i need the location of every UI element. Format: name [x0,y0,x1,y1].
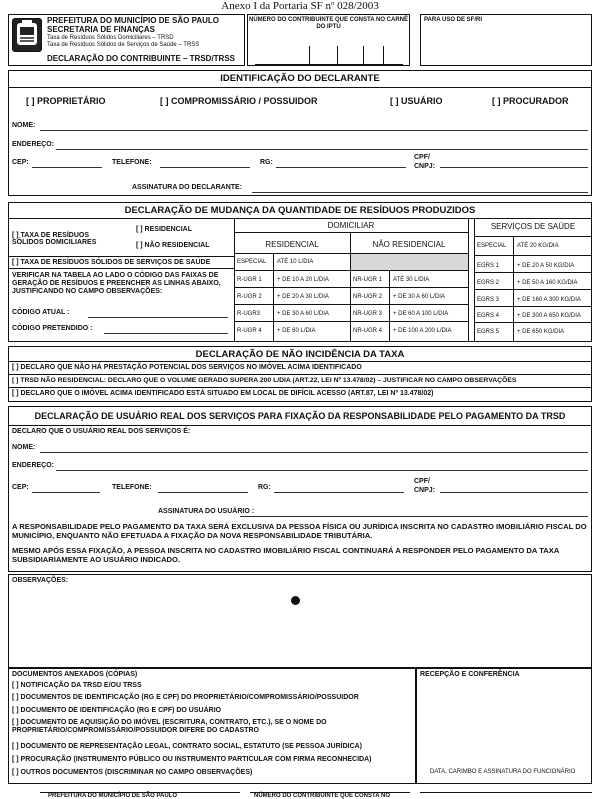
table-cell: NR-UGR 1 [353,277,383,283]
rg-label: RG: [260,159,273,166]
user-rg-label: RG: [258,484,271,491]
non-incidence-item-1[interactable]: [ ] DECLARO QUE NÃO HÁ PRESTAÇÃO POTENCIAL DOS SERVIÇOS NO IMÓVEL ACIMA IDENTIFICADO [12,364,362,371]
reception-signature-label: DATA, CARIMBO E ASSINATURA DO FUNCIONÁRIO [430,769,576,775]
user-cpf-cnpj-field[interactable] [440,492,588,493]
table-cell: NR-UGR 3 [353,311,383,317]
real-user-title: DECLARAÇÃO DE USUÁRIO REAL DOS SERVIÇOS PARA FIXAÇÃO DA RESPONSABILIDADE PELO PAGAMENTO DA TRSD [34,411,566,421]
table-cell: + DE 300 A 650 KG/DIA [517,313,581,319]
current-code-field[interactable] [88,317,228,318]
declarant-signature-label: ASSINATURA DO DECLARANTE: [132,184,243,191]
table-cell: + DE 30 A 60 L/DIA [393,294,445,300]
table-cell: + DE 650 KG/DIA [517,329,565,335]
table-cell: ESPECIAL [477,243,507,249]
cpf-cnpj-field[interactable] [440,167,588,168]
annex-title: Anexo I da Portaria SF nº 028/2003 [221,0,379,12]
user-address-label: ENDEREÇO: [12,462,55,469]
name-field[interactable] [40,130,588,131]
user-signature-label: ASSINATURA DO USUÁRIO : [158,508,255,515]
current-code-label: CÓDIGO ATUAL : [12,309,70,316]
trss-checkbox[interactable]: [ ] TAXA DE RESÍDUOS SÓLIDOS DE SERVIÇOS DE SAÚDE [12,259,211,266]
doc-legal-representation-checkbox[interactable]: [ ] DOCUMENTO DE REPRESENTAÇÃO LEGAL, CONTRATO SOCIAL, ESTATUTO (SE PESSOA JURÍDICA) [12,743,363,750]
intended-code-field[interactable] [104,333,228,334]
table-cell: ATÉ 20 KG/DIA [517,243,559,249]
city-coat-of-arms-icon [12,18,42,52]
table-cell: + DE 60 A 100 L/DIA [393,311,449,317]
table-cell: ATÉ 30 L/DIA [393,277,430,283]
reception-section [416,668,592,784]
waste-instruction: VERIFICAR NA TABELA AO LADO O CÓDIGO DAS FAIXAS DE GERAÇÃO DE RESÍDUOS E PREENCHER AS LINHAS ABAIXO, JUSTIFICANDO NO CAMPO OBSERVAÇÕES: [12,272,221,295]
trsd-checkbox[interactable]: [ ] TAXA DE RESÍDUOS SÓLIDOS DOMICILIARES [12,232,97,246]
responsibility-paragraph: A RESPONSABILIDADE PELO PAGAMENTO DA TAXA SERÁ EXCLUSIVA DA PESSOA FÍSICA OU JURÍDICA INSCRITA NO CADASTRO IMOBILIÁRIO FISCAL DO MUNICÍPIO, ENQUANTO NÃO EFETUADA A FIXAÇÃO DA NOVA RESPONSABILIDADE TRIBUTÁRIA. [12,522,587,540]
tax-names: Taxa de Resíduos Sólidos Domiciliares – TRSD Taxa de Resíduos Sólidos de Serviços de Saúde – TRSS [47,35,200,48]
declarant-title: IDENTIFICAÇÃO DO DECLARANTE [220,73,380,84]
residential-header: RESIDENCIAL [265,240,319,249]
waste-change-title: DECLARAÇÃO DE MUDANÇA DA QUANTIDADE DE RESÍDUOS PRODUZIDOS [124,205,476,216]
domiciliar-header: DOMICILIAR [327,221,375,230]
doc-notification-checkbox[interactable]: [ ] NOTIFICAÇÃO DA TRSD E/OU TRSS [12,682,142,689]
address-field[interactable] [56,149,588,150]
non-residential-empty-cell [351,254,468,270]
contributor-number-field[interactable] [255,42,403,65]
non-incidence-item-2[interactable]: [ ] TRSD NÃO RESIDENCIAL: DECLARO QUE O VOLUME GERADO SUPERA 200 L/DIA (ART.22, LEI Nº 13.478/02) – JUSTIFICAR NO CAMPO OBSERVAÇÕES [12,377,517,384]
role-promissory-checkbox[interactable]: [ ] COMPROMISSÁRIO / POSSUIDOR [160,96,318,106]
non-residential-header: NÃO RESIDENCIAL [372,240,446,249]
table-cell: + DE 10 A 20 L/DIA [277,277,329,283]
table-cell: EGRS 4 [477,313,500,319]
table-cell: R-UGR 1 [237,277,262,283]
observations-section[interactable] [8,574,592,668]
table-cell: EGRS 3 [477,297,500,303]
address-label: ENDEREÇO: [12,141,55,148]
user-phone-label: TELEFONE: [112,484,152,491]
table-cell: EGRS 2 [477,280,500,286]
sf-use-label: PARA USO DE SF/RI [424,17,483,23]
name-label: NOME: [12,122,36,129]
user-rg-field[interactable] [274,492,404,493]
footer-org-cut: PREFEITURA DO MUNICÍPIO DE SÃO PAULO [48,793,178,799]
table-cell: R-UGR3 [237,311,261,317]
table-cell: + DE 160 A 300 KG/DIA [517,297,581,303]
user-cep-label: CEP: [12,484,29,491]
doc-user-id-checkbox[interactable]: [ ] DOCUMENTO DE IDENTIFICAÇÃO (RG E CPF) DO USUÁRIO [12,707,222,714]
form-title: DECLARAÇÃO DO CONTRIBUINTE – TRSD/TRSS [47,54,236,63]
doc-power-of-attorney-checkbox[interactable]: [ ] PROCURAÇÃO (INSTRUMENTO PÚBLICO OU INSTRUMENTO PARTICULAR COM FIRMA RECONHECIDA) [12,756,372,763]
contributor-number-label: NÚMERO DO CONTRIBUINTE QUE CONSTA NO CARNÊ DO IPTU [249,17,408,30]
phone-label: TELEFONE: [112,159,152,166]
table-cell: + DE 60 L/DIA [277,328,316,334]
footer-contrib-cut: NÚMERO DO CONTRIBUINTE QUE CONSTA NO [254,793,390,799]
subsidiary-responsibility-paragraph: MESMO APÓS ESSA FIXAÇÃO, A PESSOA INSCRITA NO CADASTRO IMOBILIÁRIO FISCAL CONTINUARÁ A RESPONDER PELO PAGAMENTO DA TAXA SUBSIDIARIAMENTE AO USUÁRIO INDICADO. [12,546,560,564]
rg-field[interactable] [276,167,406,168]
real-user-intro: DECLARO QUE O USUÁRIO REAL DOS SERVIÇOS É: [12,428,191,435]
table-cell: + DE 30 A 60 L/DIA [277,311,329,317]
table-cell: + DE 20 A 30 L/DIA [277,294,329,300]
non-incidence-title: DECLARAÇÃO DE NÃO INCIDÊNCIA DA TAXA [195,349,405,360]
non-incidence-item-3[interactable]: [ ] DECLARO QUE O IMÓVEL ACIMA IDENTIFICADO ESTÁ SITUADO EM LOCAL DE DIFÍCIL ACESSO (ART.87, LEI Nº 13.478/02) [12,390,434,397]
table-cell: NR-UGR 4 [353,328,383,334]
role-user-checkbox[interactable]: [ ] USUÁRIO [390,96,443,106]
cpf-cnpj-label: CPF/ CNPJ: [414,154,436,170]
doc-other-checkbox[interactable]: [ ] OUTROS DOCUMENTOS (DISCRIMINAR NO CAMPO OBSERVAÇÕES) [12,769,253,776]
user-cpf-cnpj-label: CPF/ CNPJ: [414,478,436,494]
table-cell: ATÉ 10 L/DIA [277,259,314,265]
residential-checkbox[interactable]: [ ] RESIDENCIAL [136,226,192,233]
user-name-label: NOME: [12,444,36,451]
declarant-section [8,70,592,196]
attached-documents-title: DOCUMENTOS ANEXADOS (CÓPIAS) [12,671,138,678]
reception-title: RECEPÇÃO E CONFERÊNCIA [420,671,520,678]
table-cell: EGRS 1 [477,263,500,269]
phone-field[interactable] [160,167,250,168]
org-name: PREFEITURA DO MUNICÍPIO DE SÃO PAULO SECRETARIA DE FINANÇAS [47,16,220,34]
table-cell: + DE 50 A 160 KG/DIA [517,280,578,286]
role-attorney-checkbox[interactable]: [ ] PROCURADOR [492,96,569,106]
table-cell: + DE 100 A 200 L/DIA [393,328,452,334]
table-cell: + DE 20 A 50 KG/DIA [517,263,575,269]
doc-owner-id-checkbox[interactable]: [ ] DOCUMENTOS DE IDENTIFICAÇÃO (RG E CPF) DO PROPRIETÁRIO/COMPROMISSÁRIO/POSSUIDOR [12,694,359,701]
user-phone-field[interactable] [158,492,248,493]
user-address-field[interactable] [56,470,588,471]
table-cell: R-UGR 2 [237,294,262,300]
table-cell: R-UGR 4 [237,328,262,334]
intended-code-label: CÓDIGO PRETENDIDO : [12,325,93,332]
declarant-signature-field[interactable] [252,192,588,193]
role-owner-checkbox[interactable]: [ ] PROPRIETÁRIO [26,96,106,106]
ink-dot [291,596,300,605]
table-cell: ESPECIAL [237,259,267,265]
non-residential-checkbox[interactable]: [ ] NÃO RESIDENCIAL [136,242,210,249]
doc-acquisition-checkbox[interactable]: [ ] DOCUMENTO DE AQUISIÇÃO DO IMÓVEL (ESCRITURA, CONTRATO, ETC.), SE O NOME DO PROPRIETÁRIO/COMPROMISSÁRIO/POSSUIDOR DIFERE DO CADASTRO [12,719,327,734]
table-cell: EGRS 5 [477,329,500,335]
cep-label: CEP: [12,159,29,166]
user-cep-field[interactable] [32,492,100,493]
observations-label: OBSERVAÇÕES: [12,577,69,584]
health-services-header: SERVIÇOS DE SAÚDE [490,222,576,231]
table-cell: NR-UGR 2 [353,294,383,300]
user-signature-field[interactable] [240,516,588,517]
user-name-field[interactable] [40,452,588,453]
cep-field[interactable] [32,167,102,168]
